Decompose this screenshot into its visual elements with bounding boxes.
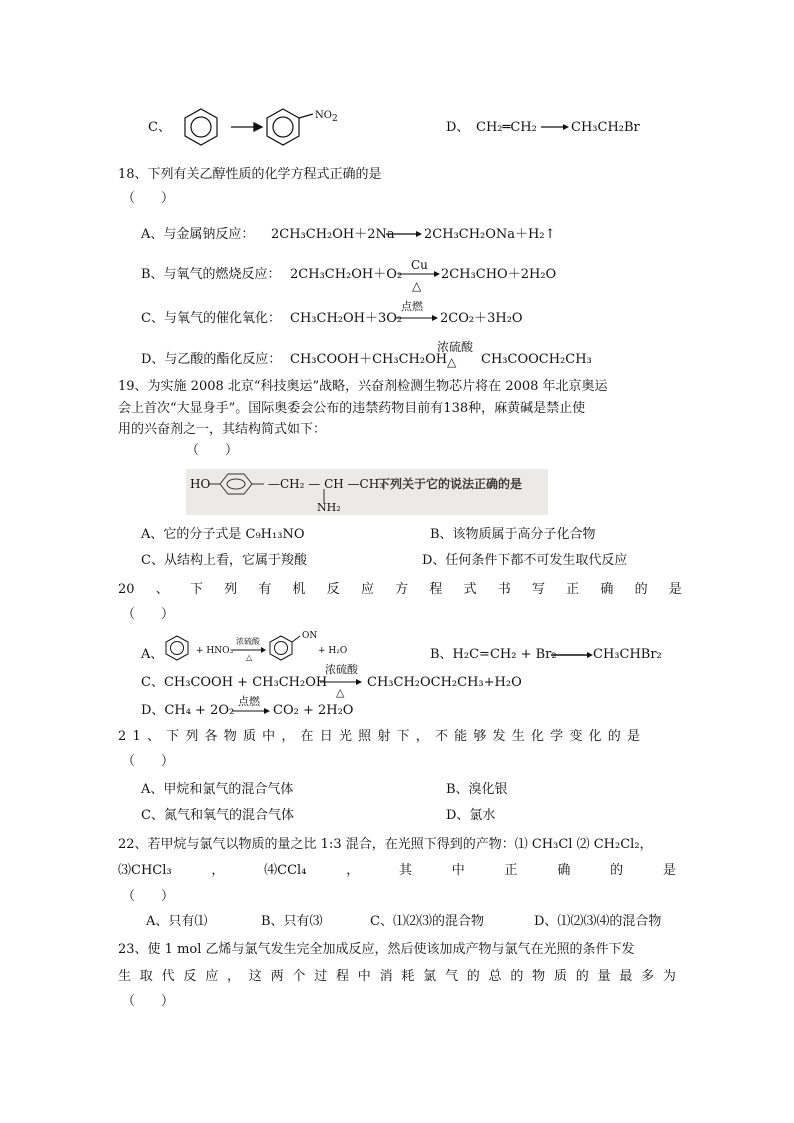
q19-option-a: A、它的分子式是 C₉H₁₃NO <box>141 527 305 542</box>
q23-line-2-segment: 最 <box>619 969 633 984</box>
q22-line-2-segment: 正 <box>504 863 518 878</box>
q22-line-2-segment: 是 <box>662 863 676 878</box>
q20-title-segment: 写 <box>531 582 545 597</box>
q18-d-heat: △ <box>447 355 457 369</box>
q20-title-segment: 列 <box>224 582 238 597</box>
q18-option-a-reactants: 2CH₃CH₂OH＋2Na <box>271 227 395 242</box>
q23-line-2-segment: 为 <box>662 969 676 984</box>
q23-line-2-segment: 过 <box>314 969 328 984</box>
q22-answer-paren: （ ） <box>122 889 175 904</box>
q19-option-c: C、从结构上看，它属于羧酸 <box>141 553 307 568</box>
q22-option-c: C、⑴⑵⑶的混合物 <box>370 914 484 929</box>
q23-line-2-segment: ， <box>226 969 240 984</box>
q23-line-2-segment: 取 <box>139 969 153 984</box>
q21-option-d: D、氯水 <box>446 808 496 823</box>
q21-answer-paren: （ ） <box>122 754 175 769</box>
q20-title-segment: 应 <box>360 582 374 597</box>
q20-title-segment: 是 <box>668 582 682 597</box>
q20-a-catalyst: 浓硫酸 <box>236 637 260 646</box>
q22-line-1: 22、若甲烷与氯气以物质的量之比 1:3 混合，在光照下得到的产物：⑴ CH₃Cl ⑵ CH₂Cl₂， <box>118 837 653 852</box>
q23-line-2-segment: 的 <box>510 969 524 984</box>
benzene-ring-icon <box>185 109 217 145</box>
q23-line-2-segment: 程 <box>335 969 349 984</box>
q23-answer-paren: （ ） <box>122 994 175 1009</box>
struct-caption: 下列关于它的说法正确的是 <box>378 477 523 491</box>
q20-title-segment: 书 <box>497 582 511 597</box>
q20-a-substituent: ON <box>302 631 318 641</box>
q20-title-segment: 程 <box>429 582 443 597</box>
q21-option-a: A、甲烷和氯气的混合气体 <box>141 782 294 797</box>
q23-line-2-segment: 量 <box>597 969 611 984</box>
q20-option-c-reactants: C、CH₃COOH + CH₃CH₂OH <box>141 675 328 690</box>
q18-c-condition: 点燃 <box>401 300 423 313</box>
q20-option-d-reactants: D、CH₄ + 2O₂ <box>141 703 235 718</box>
q23-line-2-segment: 耗 <box>401 969 415 984</box>
q19-answer-paren: （ ） <box>186 443 239 458</box>
q18-b-catalyst: Cu <box>411 258 428 272</box>
q23-line-2-segment: 气 <box>444 969 458 984</box>
q23-line-2-segment: 反 <box>183 969 197 984</box>
q23-line-2-segment: 氯 <box>423 969 437 984</box>
q18-answer-paren: （ ） <box>122 191 175 206</box>
q20-b-arrow-icon <box>551 651 593 659</box>
q20-title-segment: 式 <box>463 582 477 597</box>
arrow-icon <box>231 123 262 131</box>
q20-title-segment: 机 <box>292 582 306 597</box>
q18-title: 18、下列有关乙醇性质的化学方程式正确的是 <box>118 167 382 182</box>
q19-line-3: 用的兴奋剂之一，其结构简式如下： <box>118 422 327 437</box>
q20-title-segment: 反 <box>326 582 340 597</box>
q20-c-heat: △ <box>336 686 345 699</box>
q20-a-heat: △ <box>246 653 253 662</box>
q20-d-arrow-icon <box>232 707 270 715</box>
q21-option-b: B、溴化银 <box>446 782 508 797</box>
q23-line-2-segment: 生 <box>118 969 132 984</box>
q22-line-2-segment: ， <box>211 863 225 878</box>
q20-a-water: + H₂O <box>318 646 348 656</box>
q23-line-2-segment: 中 <box>357 969 371 984</box>
q19-ephedrine-structure <box>186 469 548 515</box>
q18-c-arrow-icon <box>396 314 438 322</box>
q18-d-catalyst: 浓硫酸 <box>437 340 474 354</box>
struct-benzene-icon <box>208 471 264 497</box>
q22-option-b: B、只有⑶ <box>261 914 323 929</box>
q18-option-c-products: 2CO₂＋3H₂O <box>440 311 523 326</box>
q22-line-2-segment: 确 <box>557 863 571 878</box>
q20-a-reagent: + HNO₃ <box>196 646 234 656</box>
q23-line-2-segment: 应 <box>205 969 219 984</box>
q19-line-2: 会上首次“大显身手”。国际奥委会公布的违禁药物目前有138种，麻黄碱是禁止使 <box>118 401 586 416</box>
q23-line-2-segment: 这 <box>248 969 262 984</box>
q18-option-b-label: B、与氧气的燃烧反应： <box>141 267 281 282</box>
q23-line-2-segment: 两 <box>270 969 284 984</box>
q18-option-d-product: CH₃COOCH₂CH₃ <box>481 352 592 367</box>
q17-option-d-product: CH₃CH₂Br <box>571 120 640 135</box>
q22-option-a: A、只有⑴ <box>146 914 208 929</box>
q20-title <box>118 581 682 599</box>
q22-line-2-segment: 的 <box>610 863 624 878</box>
q23-line-2-segment: 个 <box>292 969 306 984</box>
q20-title-segment: 的 <box>634 582 648 597</box>
q19-option-d: D、任何条件下都不可发生取代反应 <box>422 553 628 568</box>
q20-title-segment: 确 <box>600 582 614 597</box>
q17-d-arrow-icon <box>541 122 569 132</box>
q20-title-segment: 正 <box>566 582 580 597</box>
q23-line-2-segment: 总 <box>488 969 502 984</box>
q18-option-a-products: 2CH₃CH₂ONa＋H₂↑ <box>424 227 556 242</box>
q20-option-a-label: A、 <box>141 647 164 662</box>
q17-option-d-reactant: CH₂═CH₂ <box>476 120 537 135</box>
q20-option-b-product: CH₃CHBr₂ <box>593 647 662 662</box>
q19-option-b: B、该物质属于高分子化合物 <box>430 527 596 542</box>
q22-option-d: D、⑴⑵⑶⑷的混合物 <box>534 914 662 929</box>
struct-side-chain: —CH₂ — CH —CH₃ <box>268 477 385 491</box>
q18-option-a-label: A、与金属钠反应： <box>141 227 255 242</box>
q23-line-2-segment: 多 <box>641 969 655 984</box>
q18-option-c-reactants: CH₃CH₂OH＋3O₂ <box>290 311 403 326</box>
q22-line-2-segment: ⑷CCl₄ <box>264 863 307 878</box>
q18-a-arrow-icon <box>386 229 422 239</box>
q17-option-d-label: D、 <box>446 120 470 135</box>
q18-option-b-products: 2CH₃CHO＋2H₂O <box>441 267 557 282</box>
q17-nitro-group: $NO_2$ <box>315 110 338 124</box>
q20-option-d-products: CO₂ + 2H₂O <box>273 703 354 718</box>
q18-option-b-reactants: 2CH₃CH₂OH＋O₂ <box>290 267 403 282</box>
q23-line-2-segment: 物 <box>532 969 546 984</box>
q20-a-benzene-icon <box>164 634 190 662</box>
q22-line-2-segment: ， <box>346 863 360 878</box>
q20-d-condition: 点燃 <box>238 695 260 708</box>
q18-option-c-label: C、与氧气的催化氧化： <box>141 311 281 326</box>
q23-line-2-segment: 的 <box>466 969 480 984</box>
q23-line-2-segment: 质 <box>553 969 567 984</box>
q23-line-2-segment: 的 <box>575 969 589 984</box>
nitrobenzene-ring-icon <box>267 109 313 145</box>
q20-title-segment: 下 <box>189 582 203 597</box>
q20-title-segment: 方 <box>395 582 409 597</box>
q23-line-1: 23、使 1 mol 乙烯与氯气发生完全加成反应，然后使该加成产物与氯气在光照的条件下发 <box>118 942 635 957</box>
q20-option-b-reactants: B、H₂C=CH₂ + Br₂ <box>430 647 557 662</box>
q20-c-catalyst: 浓硫酸 <box>325 663 358 676</box>
q22-line-2 <box>118 862 676 880</box>
q21-option-c: C、氮气和氧气的混合气体 <box>141 808 294 823</box>
q22-line-2-segment: 其 <box>398 863 412 878</box>
q20-answer-paren: （ ） <box>122 607 175 622</box>
q22-line-2-segment: 中 <box>451 863 465 878</box>
q18-b-heat: △ <box>412 279 422 293</box>
q21-title: 21、下列各物质中，在日光照射下，不能够发生化学变化的是 <box>118 729 647 744</box>
q23-line-2-segment: 消 <box>379 969 393 984</box>
q20-option-c-products: CH₃CH₂OCH₂CH₃+H₂O <box>367 675 522 690</box>
q18-option-d-label: D、与乙酸的酯化反应： <box>141 352 282 367</box>
q17-option-c-label: C、 <box>148 120 171 135</box>
struct-hydroxyl: HO <box>190 477 211 491</box>
q20-title-segment: 20 <box>118 582 135 597</box>
q18-option-d-reactants: CH₃COOH＋CH₃CH₂OH <box>290 352 448 367</box>
q23-line-2-segment: 代 <box>161 969 175 984</box>
q23-line-2 <box>118 968 676 986</box>
q20-a-product-ring-icon <box>268 632 302 662</box>
q19-line-1: 19、为实施 2008 北京“科技奥运”战略，兴奋剂检测生物芯片将在 2008 年北京奥运 <box>118 379 608 394</box>
struct-amino: NH₂ <box>317 501 341 514</box>
q20-title-segment: 有 <box>258 582 272 597</box>
q22-line-2-segment: ⑶CHCl₃ <box>118 863 172 878</box>
q20-title-segment: 、 <box>155 582 169 597</box>
